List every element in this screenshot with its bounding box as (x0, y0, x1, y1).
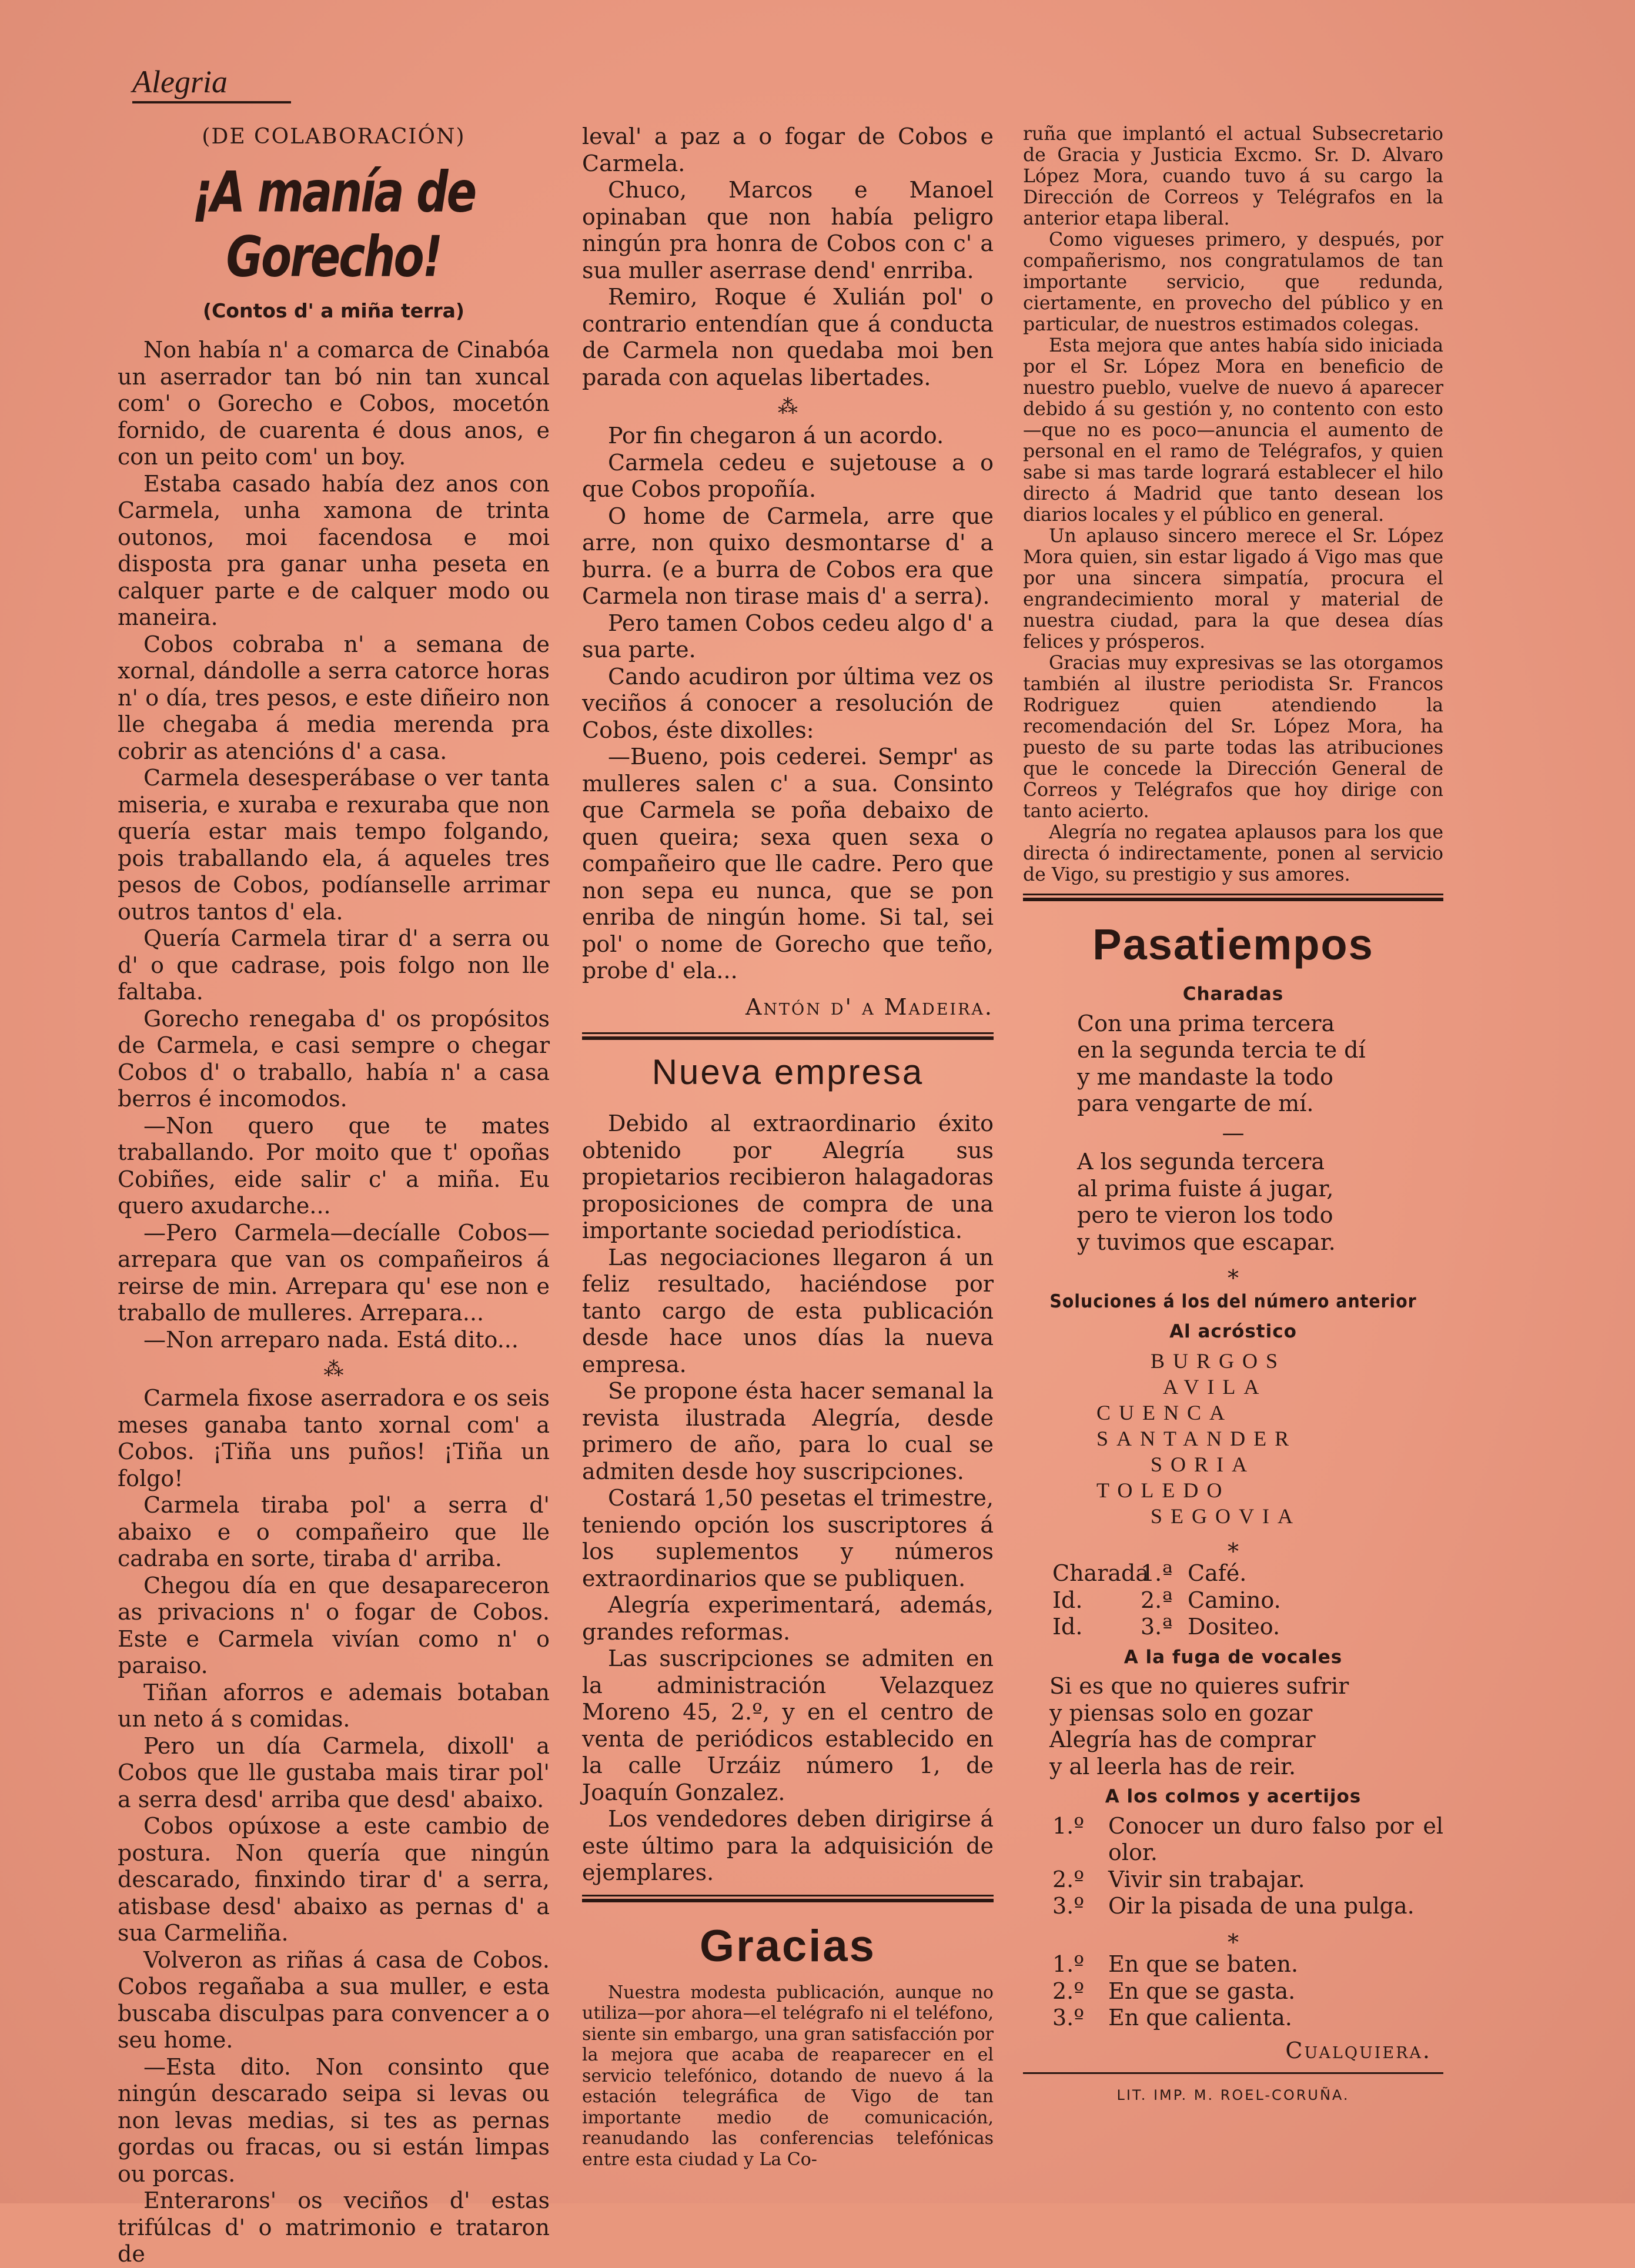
paragraph: Nuestra modesta publicación, aunque no utiliza—por ahora—el telégrafo ni el teléfono, siente sin embargo, una gran satisfacción por la mejora que acaba de reaparecer en el servicio telefónico, dotando de nuevo á la estación telegráfica de Vigo de tan importante medio de comunicación, reanudando las conferencias telefónicas entre esta ciudad y La Co- (582, 1982, 994, 2170)
paragraph: Por fin chegaron á un acordo. (608, 423, 944, 449)
verse-line: para vengarte de mí. (1077, 1090, 1314, 1116)
colmos-title: A los colmos y acertijos (1105, 1786, 1362, 1807)
label: Id. (1052, 1587, 1083, 1613)
section-note: (DE COLABORACIÓN) (202, 125, 466, 149)
story-signature: Antón d' a Madeira. (745, 993, 994, 1020)
paragraph: Cobos cobraba n' a semana de xornal, dándolle a serra catorce horas n' o día, tres pesos, e este diñeiro non lle chegaba á media merenda pra cobrir as atencións d' a casa. (118, 631, 550, 764)
paragraph: Las negociaciones llegaron á un feliz resultado, haciéndose por tanto cargo de esta publicación desde hace unos días la nueva empresa. (582, 1244, 994, 1377)
paragraph: Costará 1,50 pesetas el trimestre, teniendo opción los suscriptores á los suplementos y números extraordinarios que se publiquen. (582, 1485, 994, 1591)
story-subhead: (Contos d' a miña terra) (202, 299, 465, 322)
asterism-divider: ⁂ (323, 1357, 344, 1381)
paragraph: Carmela fixose aserradora e os seis meses ganaba tanto xornal com' a Cobos. ¡Tiña uns puños! ¡Tiña un folgo! (118, 1385, 550, 1491)
column-2 (582, 123, 994, 2170)
paragraph: Tiñan aforros e ademais botaban un neto á s comidas. (118, 1679, 550, 1732)
verse-line: en la segunda tercia te dí (1077, 1037, 1366, 1063)
acrostic-line: BURGOS (1096, 1349, 1286, 1373)
paragraph: —Bueno, pois cederei. Sempr' as mulleres salen c' a sua. Consinto que Carmela se poña debaixo de quen queira; sexa quen sexa o compañeiro que lle cadre. Pero que non sepa eu nunca, que se pon enriba de ningún home. Si tal, sei pol' o nome de Gorecho que teño, probe d' ela... (582, 744, 994, 984)
paragraph: Gracias muy expresivas se las otorgamos también al ilustre periodista Sr. Francos Rodriguez quien atendiendo la recomendación del Sr. López Mora, ha puesto de su parte todas las atribuciones que le concede la Dirección General de Correos y Telégrafos que hoy dirige con tanto acierto. (1023, 653, 1443, 822)
paragraph: Quería Carmela tirar d' a serra ou d' o que cadrase, pois folgo non lle faltaba. (118, 925, 550, 1005)
verse-line: al prima fuiste á jugar, (1077, 1175, 1334, 1202)
colmos-solutions (1023, 1813, 1443, 1920)
verse-line: y al leerla has de reir. (1049, 1753, 1296, 1779)
ordinal: 1.ª (1141, 1560, 1173, 1586)
asterism: ⁎ (1228, 1258, 1239, 1284)
acrostic-line: TOLEDO (1096, 1478, 1231, 1502)
paragraph: Remiro, Roque é Xulián pol' o contrario entendían que á conducta de Carmela non quedaba moi ben parada con aquelas libertades. (582, 284, 994, 390)
paragraph: Como vigueses primero, y después, por compañerismo, nos congratulamos de tan importante servicio, que redunda, ciertamente, en provecho del público y en particular, de nuestros estimados colegas. (1023, 229, 1443, 335)
answer: Conocer un duro falso por el olor. (1108, 1812, 1443, 1865)
asterism-divider: ⁂ (778, 395, 798, 419)
acrostic-line: CUENCA (1096, 1400, 1233, 1424)
masthead: Alegria (132, 63, 291, 103)
soluciones-title: Soluciones á los del número anterior (1049, 1290, 1417, 1312)
charada-1 (1023, 1011, 1443, 1118)
acrostic-line: AVILA (1096, 1374, 1268, 1399)
asterism: ⁎ (1228, 1922, 1239, 1948)
acrostico-title: Al acróstico (1169, 1321, 1297, 1342)
paragraph: Alegría no regatea aplausos para los que directa ó indirectamente, ponen al servicio de Vigo, su prestigio y sus amores. (1023, 822, 1443, 885)
answer: En que calienta. (1108, 2005, 1292, 2031)
ordinal: 2.ª (1141, 1587, 1173, 1613)
paragraph: —Non arreparo nada. Está dito... (143, 1326, 519, 1353)
gracias-title: Gracias (700, 1921, 876, 1971)
double-rule (582, 1032, 994, 1040)
double-rule (1023, 894, 1443, 901)
paragraph: Enterarons' os veciños d' estas trifúlcas d' o matrimonio e trataron de (118, 2187, 550, 2267)
empresa-title: Nueva empresa (651, 1052, 924, 1092)
charada-2 (1023, 1149, 1443, 1256)
pasatiempos-signature: Cualquiera. (1285, 2037, 1432, 2063)
fuga-verse (1023, 1673, 1443, 1780)
ordinal: 3.ª (1141, 1614, 1173, 1640)
ordinal: 3.º (1052, 2005, 1085, 2031)
paragraph: Carmela tiraba pol' a serra d' abaixo e o compañeiro que lle cadraba en sorte, tiraba d' arriba. (118, 1492, 550, 1571)
asterism: ⁎ (1228, 1531, 1239, 1557)
answer: Café. (1188, 1560, 1247, 1586)
fuga-title: A la fuga de vocales (1124, 1646, 1343, 1668)
ordinal: 3.º (1052, 1893, 1085, 1919)
label: Id. (1052, 1614, 1083, 1640)
paragraph: Pero tamen Cobos cedeu algo d' a sua parte. (582, 610, 994, 663)
paragraph: leval' a paz a o fogar de Cobos e Carmela. (582, 123, 994, 176)
paragraph: —Non quero que te mates traballando. Por moito que t' opoñas Cobiñes, eide salir c' a miña. Eu quero axudarche... (118, 1112, 550, 1219)
paragraph: Cando acudiron por última vez os veciños á conocer a resolución de Cobos, éste dixolles: (582, 663, 994, 743)
charadas-title: Charadas (1182, 984, 1284, 1005)
paragraph: Los vendedores deben dirigirse á este último para la adquisición de ejemplares. (582, 1806, 994, 1885)
verse-line: y me mandaste la todo (1077, 1063, 1333, 1090)
paragraph: Non había n' a comarca de Cinabóa un aserrador tan bó nin tan xuncal com' o Gorecho e Cobos, mocetón fornido, de cuarenta é dous anos, e con un peito com' un boy. (118, 337, 550, 470)
verse-line: y piensas solo en gozar (1049, 1700, 1313, 1726)
paragraph: Chuco, Marcos e Manoel opinaban que non había peligro ningún pra honra de Cobos con c' a sua muller aserrase dend' enrriba. (582, 177, 994, 283)
printer-imprint: LIT. IMP. M. ROEL-CORUÑA. (1023, 2072, 1443, 2109)
verse-line: Alegría has de comprar (1049, 1727, 1316, 1752)
answer: Vivir sin trabajar. (1108, 1866, 1305, 1892)
verse-line: y tuvimos que escapar. (1077, 1229, 1336, 1255)
paragraph: Cobos opúxose a este cambio de postura. Non quería que ningún descarado, finxindo tirar d' a serra, atisbase desd' abaixo as pernas d' a sua Carmeliña. (118, 1813, 550, 1946)
paragraph: Chegou día en que desapareceron as privacions n' o fogar de Cobos. Este e Carmela vivían como n' o paraiso. (118, 1572, 550, 1678)
pasatiempos-title: Pasatiempos (1092, 920, 1374, 969)
ordinal: 2.º (1052, 1978, 1085, 2004)
ordinal: 2.º (1052, 1866, 1085, 1892)
answer: Oir la pisada de una pulga. (1108, 1893, 1415, 1919)
label: Charada (1052, 1560, 1149, 1586)
double-rule (582, 1895, 994, 1902)
dash-divider: — (1222, 1119, 1245, 1146)
acrostico (1023, 1348, 1443, 1529)
charada-solutions (1023, 1560, 1443, 1641)
acertijos-solutions (1023, 1951, 1443, 2032)
column-1 (118, 123, 550, 2268)
paragraph: Carmela cedeu e sujetouse a o que Cobos propoñía. (582, 449, 994, 502)
answer: Camino. (1188, 1587, 1281, 1613)
ordinal: 1.º (1052, 1812, 1085, 1839)
verse-line: A los segunda tercera (1077, 1149, 1325, 1175)
paragraph: Pero un día Carmela, dixoll' a Cobos que lle gustaba mais tirar pol' a serra desd' arriba que desd' abaixo. (118, 1732, 550, 1812)
paragraph: Se propone ésta hacer semanal la revista ilustrada Alegría, desde primero de año, para lo cual se admiten desde hoy suscripciones. (582, 1378, 994, 1484)
paragraph: Estaba casado había dez anos con Carmela, unha xamona de trinta outonos, moi facendosa e moi disposta pra ganar unha peseta en calquer parte e de calquer modo ou maneira. (118, 470, 550, 630)
answer: En que se baten. (1108, 1951, 1299, 1977)
paragraph: Debido al extraordinario éxito obtenido por Alegría sus propietarios recibieron halagadoras proposiciones de compra de una importante sociedad periodística. (582, 1110, 994, 1243)
paragraph: —Pero Carmela—decíalle Cobos—arrepara que van os compañeiros á reirse de min. Arrepara qu' ese non e traballo de mulleres. Arrepara... (118, 1219, 550, 1326)
paragraph: Carmela desesperábase o ver tanta miseria, e xuraba e rexuraba que non quería estar mais tempo folgando, pois traballando ela, á aqueles tres pesos de Cobos, podíanselle arrimar outros tantos d' ela. (118, 765, 550, 925)
story-headline: ¡A manía de Gorecho! (192, 159, 476, 289)
paragraph: O home de Carmela, arre que arre, non quixo desmontarse d' a burra. (e a burra de Cobos era que Carmela non tirase mais d' a serra). (582, 503, 994, 609)
column-3 (1023, 123, 1443, 2109)
acrostic-line: SEGOVIA (1096, 1504, 1301, 1528)
paragraph: ruña que implantó el actual Subsecretario de Gracia y Justicia Excmo. Sr. D. Alvaro López Mora, cuando tuvo á su cargo la Dirección de Correos y Telégrafos en la anterior etapa liberal. (1023, 123, 1443, 229)
paragraph: Un aplauso sincero merece el Sr. López Mora quien, sin estar ligado á Vigo mas que por una sincera simpatía, procura el engrandecimiento moral y material de nuestra ciudad, para la que desea días felices y prósperos. (1023, 526, 1443, 653)
answer: Dositeo. (1188, 1614, 1280, 1640)
verse-line: pero te vieron los todo (1077, 1202, 1333, 1228)
paragraph: Las suscripciones se admiten en la administración Velazquez Moreno 45, 2.º, y en el centro de venta de periódicos establecido en la calle Urzáiz número 1, de Joaquín Gonzalez. (582, 1645, 994, 1805)
verse-line: Si es que no quieres sufrir (1049, 1673, 1349, 1699)
acrostic-line: SORIA (1096, 1452, 1256, 1476)
answer: En que se gasta. (1108, 1978, 1296, 2004)
paragraph: Alegría experimentará, además, grandes reformas. (582, 1592, 994, 1645)
ordinal: 1.º (1052, 1951, 1085, 1977)
paragraph: Esta mejora que antes había sido iniciada por el Sr. López Mora en beneficio de nuestro pueblo, vuelve de nuevo á aparecer debido á su gestión y, no contento con esto—que no es poco—anuncia el aumento de personal en el ramo de Telégrafos, y quien sabe si mas tarde logrará establecer el hilo directo á Madrid que tanto desean los diarios locales y el público en general. (1023, 335, 1443, 526)
paragraph: Gorecho renegaba d' os propósitos de Carmela, e casi sempre o chegar Cobos d' o traballo, había n' a casa berros é incomodos. (118, 1005, 550, 1112)
acrostic-line: SANTANDER (1096, 1426, 1298, 1450)
verse-line: Con una prima tercera (1077, 1010, 1335, 1036)
paragraph: Volveron as riñas á casa de Cobos. Cobos regañaba a sua muller, e esta buscaba disculpas para convencer a o seu home. (118, 1946, 550, 2053)
paragraph: —Esta dito. Non consinto que ningún descarado seipa si levas ou non levas medias, si tes as pernas gordas ou fracas, ou si están limpas ou porcas. (118, 2053, 550, 2187)
